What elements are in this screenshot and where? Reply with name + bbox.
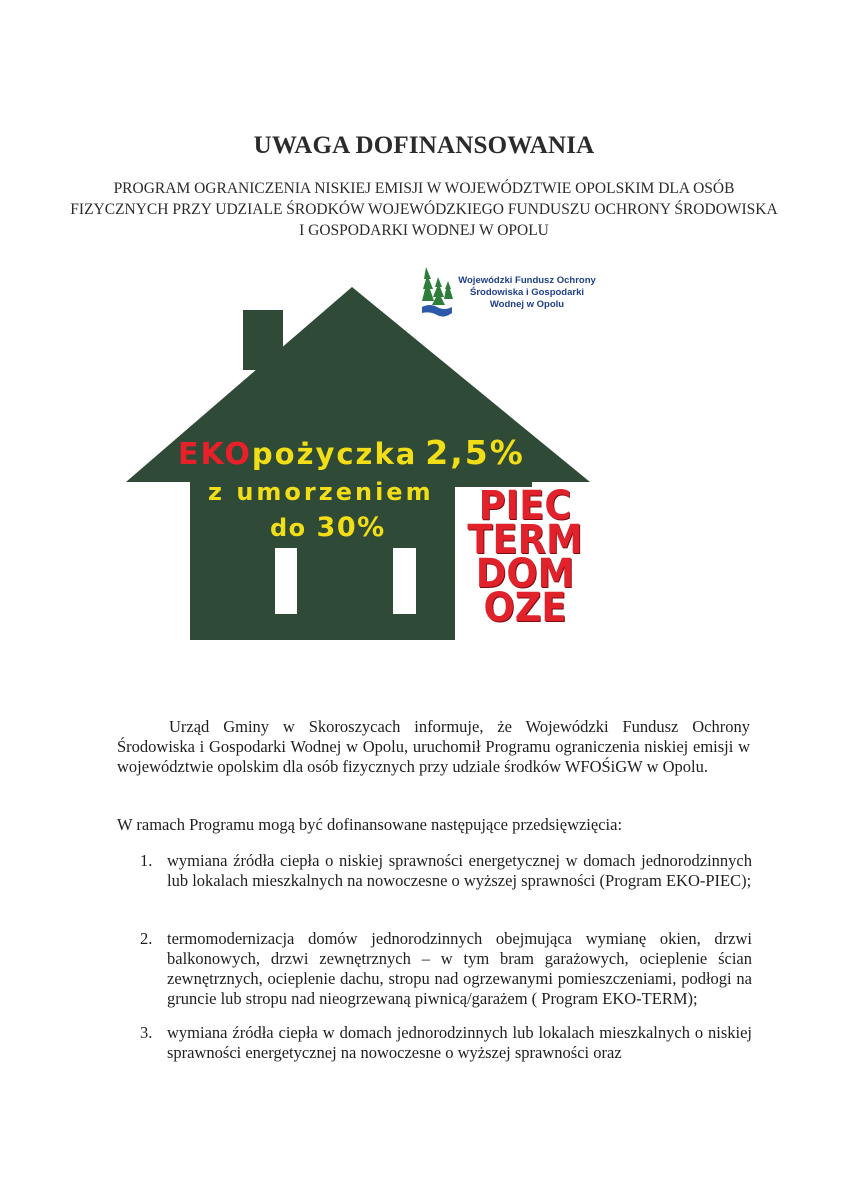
document-subtitle: PROGRAM OGRANICZENIA NISKIEJ EMISJI W WOJEWÓDZTWIE OPOLSKIM DLA OSÓB FIZYCZNYCH PRZY UDZIALE ŚRODKÓW WOJEWÓDZKIEGO FUNDUSZU OCHRONY ŚRODOWISKA I GOSPODARKI WODNEJ W OPOLU [70, 180, 778, 239]
program-term: TERM [467, 517, 583, 563]
logo-line-3: Wodnej w Opolu [489, 299, 565, 310]
logo-line-2: Środowiska i Gospodarki [469, 287, 585, 298]
program-piec: PIEC [478, 483, 572, 529]
list-item-number: 2. [140, 929, 153, 948]
list-item-number: 1. [140, 851, 153, 870]
document-title: UWAGA DOFINANSOWANIA [253, 132, 595, 159]
write-off-prefix: do [270, 514, 307, 542]
logo-line-1: Wojewódzki Fundusz Ochrony [458, 275, 596, 286]
intro-paragraph: Urząd Gminy w Skoroszycach informuje, że Wojewódzki Fundusz Ochrony Środowiska i Gospodarki Wodnej w Opolu, uruchomił Programu ograniczenia niskiej emisji w województwie opolskim dla osób fizycznych przy udziale środków WFOŚiGW w Opolu. [117, 717, 750, 776]
write-off-line [270, 512, 386, 543]
program-dom: DOM [475, 551, 575, 597]
program-names [455, 483, 595, 631]
eko-label: EKO [178, 437, 252, 472]
house-window-left [275, 548, 297, 614]
wfosigw-logo [420, 263, 610, 323]
list-item [140, 851, 752, 891]
list-item-number: 3. [140, 1023, 153, 1042]
eko-loan-line [178, 433, 525, 472]
list-item [140, 1023, 752, 1063]
list-item-text: wymiana źródła ciepła w domach jednorodzinnych lub lokalach mieszkalnych o niskiej sprawności energetycznej na nowoczesne o wyższej sprawności oraz [167, 1023, 752, 1062]
list-item [140, 929, 752, 1009]
write-off-value: 30% [316, 512, 386, 543]
programs-intro: W ramach Programu mogą być dofinansowane następujące przedsięwzięcia: [117, 815, 623, 834]
list-item-text: termomodernizacja domów jednorodzinnych obejmująca wymianę okien, drzwi balkonowych, drzwi zewnętrznych – w tym bram garażowych, ocieplenie ścian zewnętrznych, ocieplenie dachu, stropu nad ogrzewanymi pomieszczeniami, podłogi na gruncie lub stropu nad nieogrzewaną piwnicą/garażem ( Program EKO-TERM); [167, 929, 752, 1008]
list-item-text: wymiana źródła ciepła o niskiej sprawności energetycznej w domach jednorodzinnych lub lokalach mieszkalnych na nowoczesne o wyższej sprawności (Program EKO-PIEC); [167, 851, 752, 890]
loan-rate: 2,5% [425, 433, 525, 472]
pozyczka-label: pożyczka [251, 437, 418, 471]
umorzenie-line: z umorzeniem [208, 478, 434, 506]
house-window-right [393, 548, 416, 614]
program-oze: OZE [483, 585, 567, 631]
forest-icon [420, 263, 454, 321]
